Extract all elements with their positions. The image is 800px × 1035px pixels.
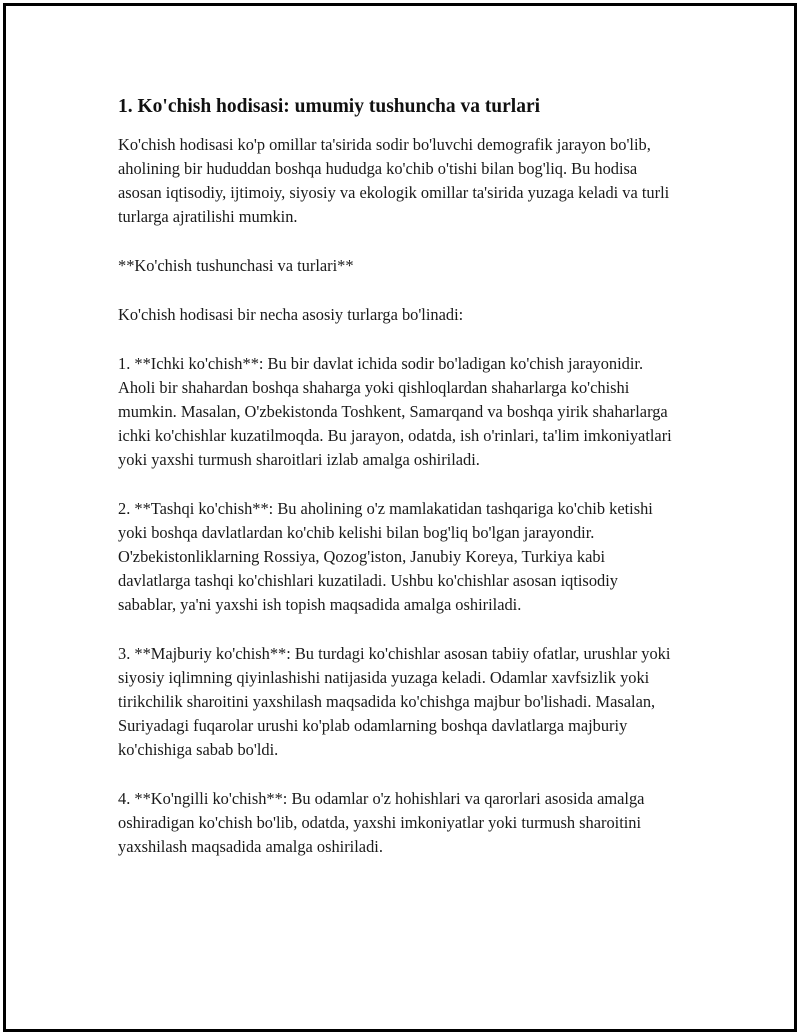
- document-title: 1. Ko'chish hodisasi: umumiy tushuncha va turlari: [118, 96, 541, 117]
- document-body: [118, 95, 678, 859]
- paragraph-external-migration: 2. **Tashqi ko'chish**: Bu aholining o'z mamlakatidan tashqariga ko'chib ketishi yoki boshqa davlatlardan ko'chib kelishi bilan bog'liq bo'lgan jarayondir. O'zbekistonliklarning Rossiya, Qozog'iston, Janubiy Koreya, Turkiya kabi davlatlarga tashqi ko'chishlari kuzatiladi. Ushbu ko'chishlar asosan iqtisodiy sabablar, ya'ni yaxshi ish topish maqsadida amalga oshiriladi.: [118, 499, 653, 614]
- paragraph-voluntary-migration: 4. **Ko'ngilli ko'chish**: Bu odamlar o'z hohishlari va qarorlari asosida amalga oshiradigan ko'chish bo'lib, odatda, yaxshi imkoniyatlar yoki turmush sharoitini yaxshilash maqsadida amalga oshiriladi.: [118, 789, 645, 856]
- paragraph-forced-migration: 3. **Majburiy ko'chish**: Bu turdagi ko'chishlar asosan tabiiy ofatlar, urushlar yoki siyosiy iqlimning qiyinlashishi natijasida yuzaga keladi. Odamlar xavfsizlik yoki tirikchilik sharoitini yaxshilash maqsadida ko'chishga majbur bo'lishadi. Masalan, Suriyadagi fuqarolar urushi ko'plab odamlarning boshqa davlatlarga majburiy ko'chishiga sabab bo'ldi.: [118, 644, 671, 759]
- paragraph-section-heading: **Ko'chish tushunchasi va turlari**: [118, 256, 354, 275]
- paragraph-types-lead: Ko'chish hodisasi bir necha asosiy turlarga bo'linadi:: [118, 305, 464, 324]
- paragraph-internal-migration: 1. **Ichki ko'chish**: Bu bir davlat ichida sodir bo'ladigan ko'chish jarayonidir. Aholi bir shahardan boshqa shaharga yoki qishloqlardan shaharlarga ko'chishi mumkin. Masalan, O'zbekistonda Toshkent, Samarqand va boshqa yirik shaharlarga ichki ko'chishlar kuzatilmoqda. Bu jarayon, odatda, ish o'rinlari, ta'lim imkoniyatlari yoki yaxshi turmush sharoitlari izlab amalga oshiriladi.: [118, 354, 672, 469]
- paragraph-intro: Ko'chish hodisasi ko'p omillar ta'sirida sodir bo'luvchi demografik jarayon bo'lib, aholining bir hududdan boshqa hududga ko'chib o'tishi bilan bog'liq. Bu hodisa asosan iqtisodiy, ijtimoiy, siyosiy va ekologik omillar ta'sirida yuzaga keladi va turli turlarga ajratilishi mumkin.: [118, 135, 670, 226]
